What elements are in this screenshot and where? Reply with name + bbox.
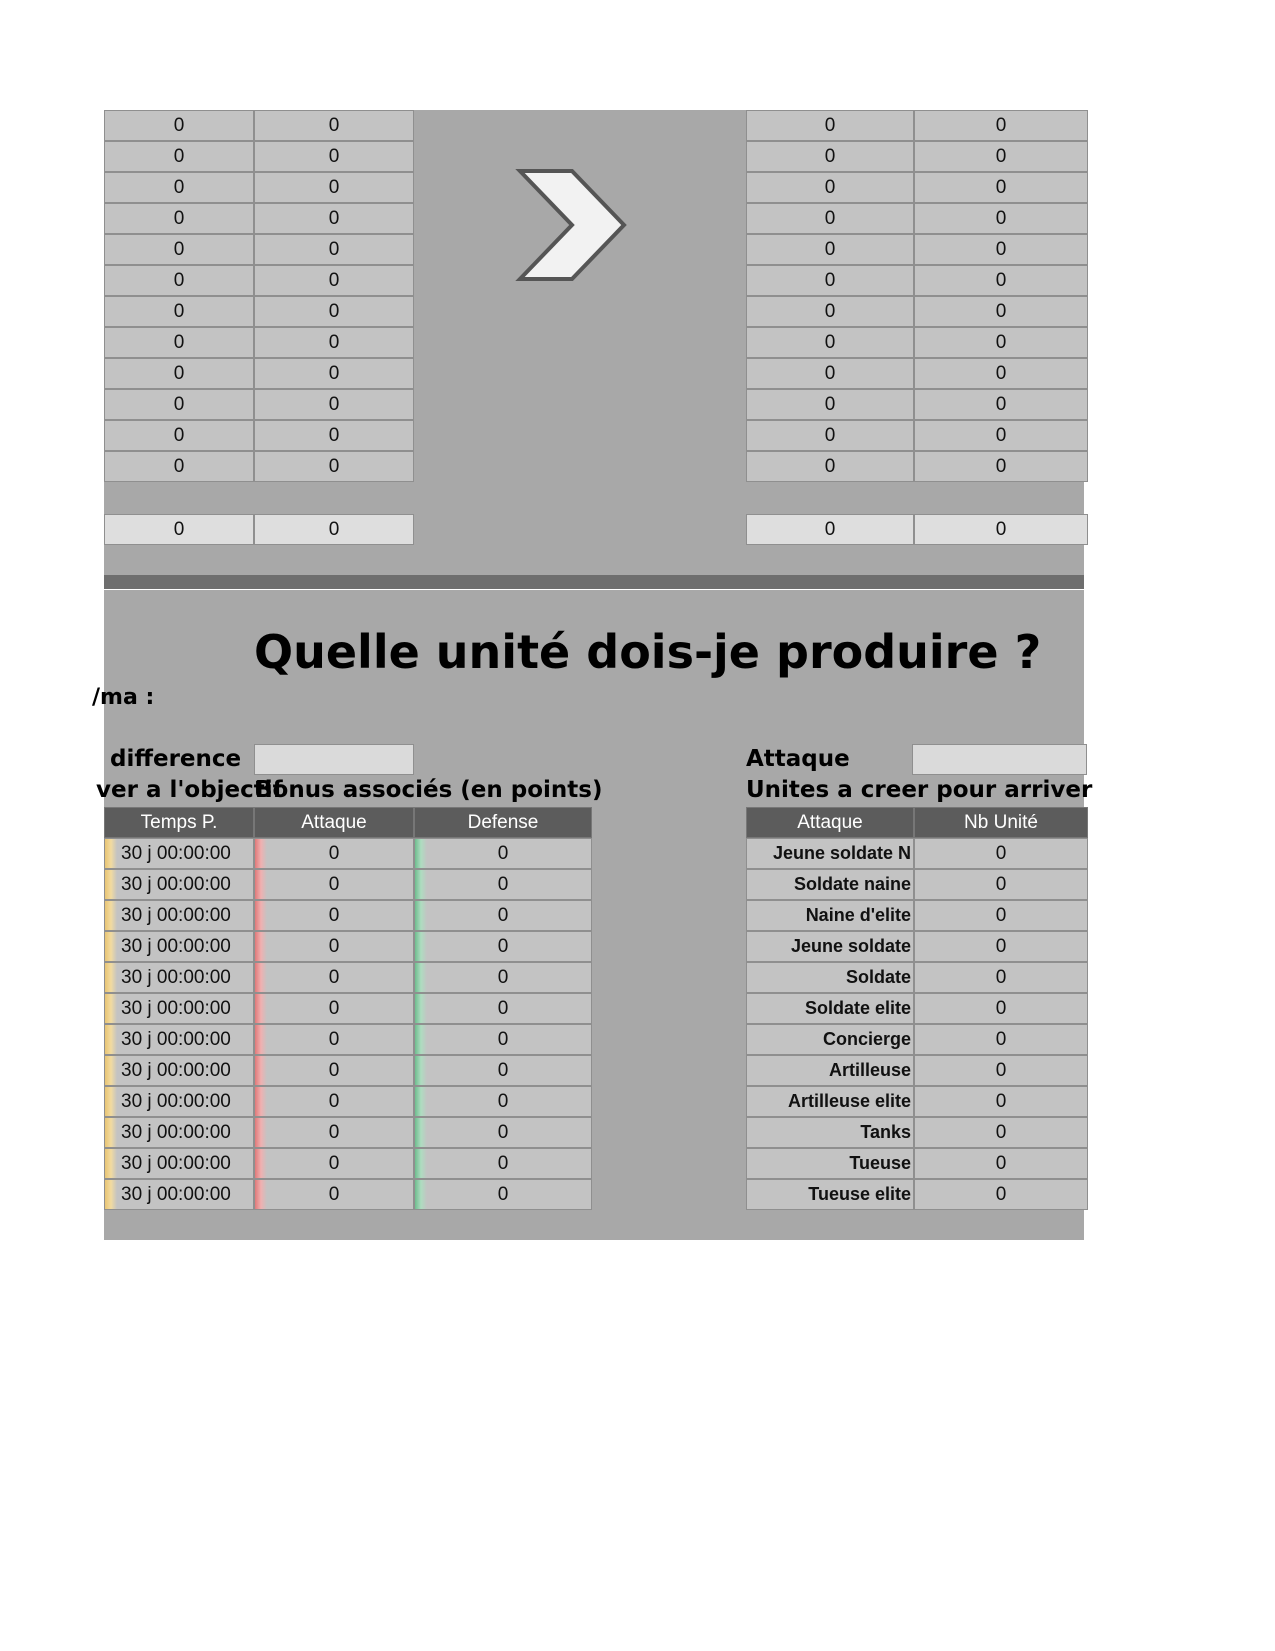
attack-indicator — [255, 901, 267, 930]
top-left-cell[interactable]: 0 — [254, 327, 414, 358]
top-left-cell[interactable]: 0 — [104, 389, 254, 420]
top-right-cell[interactable]: 0 — [914, 110, 1088, 141]
top-left-total: 0 — [104, 514, 254, 545]
time-cell: 30 j 00:00:00 — [104, 900, 254, 931]
time-cell: 30 j 00:00:00 — [104, 1179, 254, 1210]
bonus-label: Bonus associés (en points) — [255, 777, 603, 803]
time-indicator — [105, 994, 117, 1023]
defense-bonus-cell: 0 — [414, 1179, 592, 1210]
unit-name-cell: Tueuse elite — [746, 1179, 914, 1210]
top-right-cell[interactable]: 0 — [914, 203, 1088, 234]
time-cell: 30 j 00:00:00 — [104, 869, 254, 900]
chevron-right-icon[interactable] — [512, 165, 632, 285]
attack-bonus-cell: 0 — [254, 1148, 414, 1179]
time-cell: 30 j 00:00:00 — [104, 1055, 254, 1086]
unit-name-cell: Soldate elite — [746, 993, 914, 1024]
attack-indicator — [255, 1087, 267, 1116]
top-right-cell[interactable]: 0 — [746, 296, 914, 327]
time-cell: 30 j 00:00:00 — [104, 931, 254, 962]
unit-count-cell: 0 — [914, 993, 1088, 1024]
attack-bonus-cell: 0 — [254, 900, 414, 931]
attack-bonus-cell: 0 — [254, 1055, 414, 1086]
top-right-cell[interactable]: 0 — [746, 420, 914, 451]
top-left-cell[interactable]: 0 — [254, 296, 414, 327]
defense-bonus-cell: 0 — [414, 1024, 592, 1055]
unit-count-cell: 0 — [914, 1179, 1088, 1210]
time-indicator — [105, 901, 117, 930]
top-left-total: 0 — [254, 514, 414, 545]
unit-name-cell: Jeune soldate N — [746, 838, 914, 869]
top-left-cell[interactable]: 0 — [104, 451, 254, 482]
page-title: Quelle unité dois-je produire ? — [254, 625, 1042, 679]
time-indicator — [105, 1087, 117, 1116]
table-header-temps-p-: Temps P. — [104, 807, 254, 838]
unit-count-cell: 0 — [914, 962, 1088, 993]
top-right-cell[interactable]: 0 — [914, 358, 1088, 389]
time-cell: 30 j 00:00:00 — [104, 1117, 254, 1148]
time-indicator — [105, 870, 117, 899]
attack-bonus-cell: 0 — [254, 1086, 414, 1117]
top-right-cell[interactable]: 0 — [746, 110, 914, 141]
attack-indicator — [255, 1149, 267, 1178]
top-right-cell[interactable]: 0 — [746, 389, 914, 420]
top-right-cell[interactable]: 0 — [914, 172, 1088, 203]
difference-label: difference — [110, 746, 242, 772]
top-right-cell[interactable]: 0 — [746, 358, 914, 389]
unit-name-cell: Tanks — [746, 1117, 914, 1148]
unit-count-cell: 0 — [914, 838, 1088, 869]
attack-bonus-cell: 0 — [254, 1117, 414, 1148]
top-right-cell[interactable]: 0 — [746, 265, 914, 296]
top-right-cell[interactable]: 0 — [746, 327, 914, 358]
unit-count-cell: 0 — [914, 869, 1088, 900]
time-indicator — [105, 839, 117, 868]
top-left-cell[interactable]: 0 — [254, 420, 414, 451]
time-indicator — [105, 1180, 117, 1209]
defense-indicator — [415, 1180, 427, 1209]
top-right-cell[interactable]: 0 — [914, 296, 1088, 327]
defense-bonus-cell: 0 — [414, 931, 592, 962]
time-cell: 30 j 00:00:00 — [104, 962, 254, 993]
table-header-defense: Defense — [414, 807, 592, 838]
defense-indicator — [415, 963, 427, 992]
defense-indicator — [415, 994, 427, 1023]
top-right-cell[interactable]: 0 — [914, 451, 1088, 482]
unit-name-cell: Concierge — [746, 1024, 914, 1055]
attack-bonus-cell: 0 — [254, 931, 414, 962]
unit-name-cell: Artilleuse — [746, 1055, 914, 1086]
defense-indicator — [415, 1025, 427, 1054]
top-right-cell[interactable]: 0 — [914, 234, 1088, 265]
top-right-cell[interactable]: 0 — [914, 327, 1088, 358]
table-header-attaque: Attaque — [254, 807, 414, 838]
top-left-cell[interactable]: 0 — [254, 234, 414, 265]
defense-bonus-cell: 0 — [414, 838, 592, 869]
unit-name-cell: Naine d'elite — [746, 900, 914, 931]
top-left-cell[interactable]: 0 — [104, 420, 254, 451]
attack-bonus-cell: 0 — [254, 869, 414, 900]
defense-indicator — [415, 901, 427, 930]
defense-bonus-cell: 0 — [414, 900, 592, 931]
defense-indicator — [415, 839, 427, 868]
top-right-cell[interactable]: 0 — [746, 172, 914, 203]
attack-indicator — [255, 932, 267, 961]
table-header-attaque: Attaque — [746, 807, 914, 838]
attack-bonus-cell: 0 — [254, 993, 414, 1024]
attack-bonus-cell: 0 — [254, 962, 414, 993]
top-left-cell[interactable]: 0 — [104, 110, 254, 141]
unit-count-cell: 0 — [914, 900, 1088, 931]
top-right-cell[interactable]: 0 — [746, 141, 914, 172]
attaque-label: Attaque — [746, 746, 850, 772]
attack-bonus-cell: 0 — [254, 1179, 414, 1210]
time-indicator — [105, 1025, 117, 1054]
top-left-cell[interactable]: 0 — [104, 265, 254, 296]
unit-count-cell: 0 — [914, 1086, 1088, 1117]
separator-bar — [104, 575, 1084, 589]
top-right-total: 0 — [746, 514, 914, 545]
top-left-cell[interactable]: 0 — [254, 389, 414, 420]
time-cell: 30 j 00:00:00 — [104, 838, 254, 869]
top-left-cell[interactable]: 0 — [254, 110, 414, 141]
time-indicator — [105, 1056, 117, 1085]
top-left-cell[interactable]: 0 — [104, 234, 254, 265]
defense-indicator — [415, 932, 427, 961]
unit-name-cell: Soldate — [746, 962, 914, 993]
top-left-cell[interactable]: 0 — [104, 172, 254, 203]
unit-name-cell: Artilleuse elite — [746, 1086, 914, 1117]
unit-name-cell: Jeune soldate — [746, 931, 914, 962]
defense-indicator — [415, 1149, 427, 1178]
unit-name-cell: Tueuse — [746, 1148, 914, 1179]
unit-count-cell: 0 — [914, 1117, 1088, 1148]
ma-label: /ma : — [92, 685, 155, 710]
top-left-cell[interactable]: 0 — [104, 296, 254, 327]
time-indicator — [105, 932, 117, 961]
attack-indicator — [255, 1025, 267, 1054]
top-right-cell[interactable]: 0 — [746, 451, 914, 482]
unit-count-cell: 0 — [914, 1024, 1088, 1055]
top-left-cell[interactable]: 0 — [254, 172, 414, 203]
time-cell: 30 j 00:00:00 — [104, 993, 254, 1024]
top-right-cell[interactable]: 0 — [914, 265, 1088, 296]
defense-bonus-cell: 0 — [414, 993, 592, 1024]
defense-bonus-cell: 0 — [414, 1086, 592, 1117]
table-header-nb-unit-: Nb Unité — [914, 807, 1088, 838]
top-right-cell[interactable]: 0 — [914, 141, 1088, 172]
time-indicator — [105, 1118, 117, 1147]
time-cell: 30 j 00:00:00 — [104, 1086, 254, 1117]
defense-bonus-cell: 0 — [414, 1148, 592, 1179]
top-left-cell[interactable]: 0 — [104, 203, 254, 234]
top-left-cell[interactable]: 0 — [104, 327, 254, 358]
time-cell: 30 j 00:00:00 — [104, 1024, 254, 1055]
attack-indicator — [255, 870, 267, 899]
top-left-cell[interactable]: 0 — [254, 141, 414, 172]
attack-indicator — [255, 1118, 267, 1147]
attack-indicator — [255, 839, 267, 868]
top-left-cell[interactable]: 0 — [254, 203, 414, 234]
time-cell: 30 j 00:00:00 — [104, 1148, 254, 1179]
unit-count-cell: 0 — [914, 931, 1088, 962]
defense-indicator — [415, 1118, 427, 1147]
top-right-cell[interactable]: 0 — [914, 420, 1088, 451]
top-left-cell[interactable]: 0 — [254, 451, 414, 482]
attack-indicator — [255, 963, 267, 992]
unit-count-cell: 0 — [914, 1148, 1088, 1179]
difference-input[interactable] — [254, 744, 414, 775]
defense-bonus-cell: 0 — [414, 1055, 592, 1086]
top-right-cell[interactable]: 0 — [914, 389, 1088, 420]
unit-name-cell: Soldate naine — [746, 869, 914, 900]
top-left-cell[interactable]: 0 — [104, 358, 254, 389]
top-left-cell[interactable]: 0 — [254, 265, 414, 296]
top-right-cell[interactable]: 0 — [746, 203, 914, 234]
time-indicator — [105, 1149, 117, 1178]
objective-label: ver a l'objectif — [96, 777, 283, 803]
defense-bonus-cell: 0 — [414, 962, 592, 993]
defense-bonus-cell: 0 — [414, 1117, 592, 1148]
attack-indicator — [255, 994, 267, 1023]
attack-bonus-cell: 0 — [254, 838, 414, 869]
top-left-cell[interactable]: 0 — [104, 141, 254, 172]
units-to-create-label: Unites a creer pour arriver — [746, 777, 1093, 803]
unit-count-cell: 0 — [914, 1055, 1088, 1086]
top-left-cell[interactable]: 0 — [254, 358, 414, 389]
defense-indicator — [415, 1087, 427, 1116]
top-right-total: 0 — [914, 514, 1088, 545]
attack-indicator — [255, 1180, 267, 1209]
defense-indicator — [415, 870, 427, 899]
attack-indicator — [255, 1056, 267, 1085]
time-indicator — [105, 963, 117, 992]
top-right-cell[interactable]: 0 — [746, 234, 914, 265]
defense-bonus-cell: 0 — [414, 869, 592, 900]
attaque-input[interactable] — [912, 744, 1087, 775]
defense-indicator — [415, 1056, 427, 1085]
attack-bonus-cell: 0 — [254, 1024, 414, 1055]
